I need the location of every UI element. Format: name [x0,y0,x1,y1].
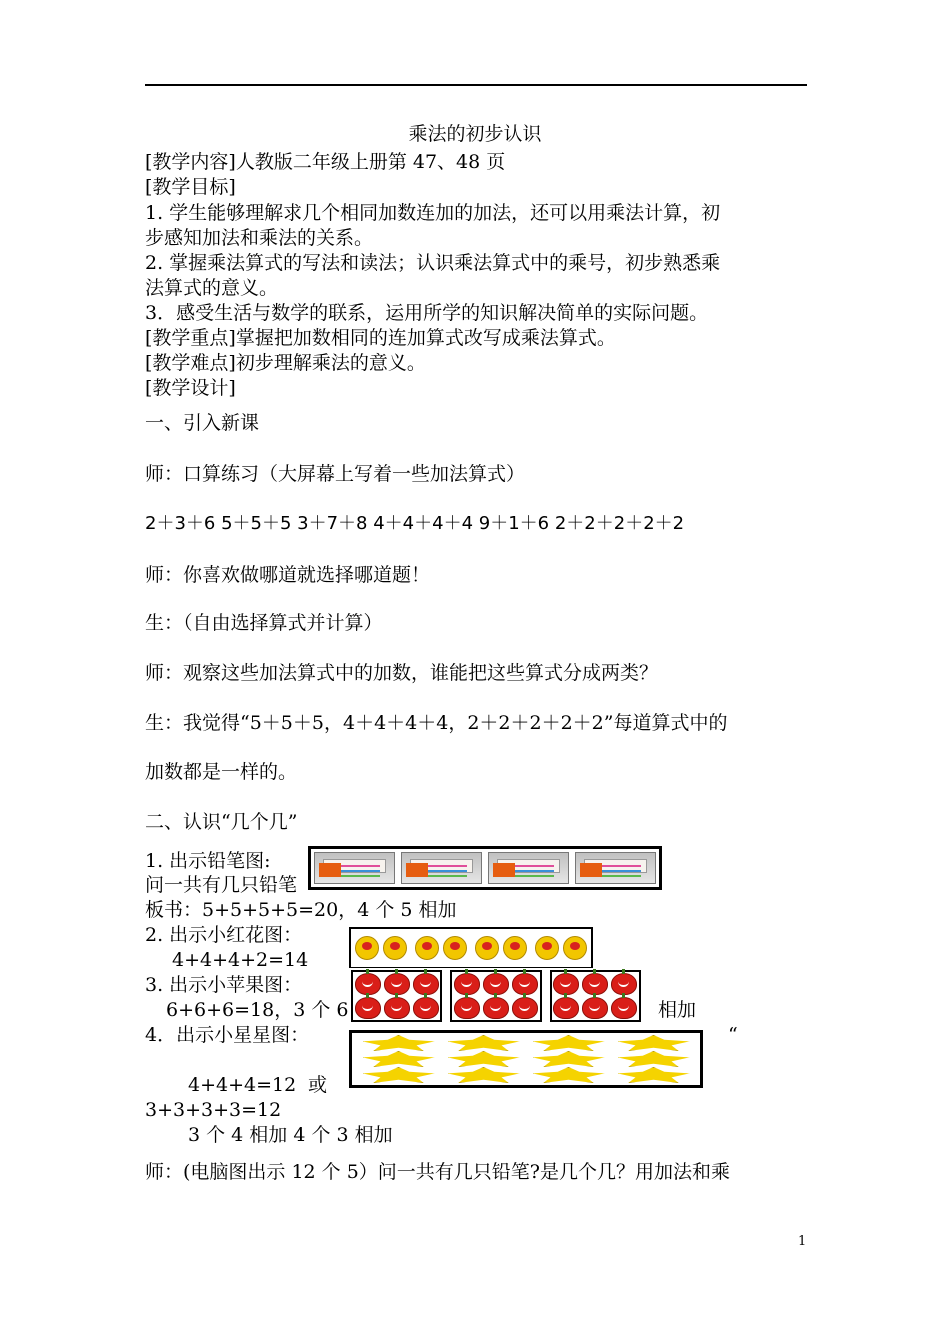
teacher-line-1: 师：口算练习（大屏幕上写着一些加法算式） [145,463,526,485]
apple-equation: 6+6+6=18，3 个 6 [166,999,349,1021]
teacher-line-4: 师：(电脑图出示 12 个 5）问一共有几只铅笔?是几个几？用加法和乘 [145,1161,730,1183]
goal-2-line-2: 法算式的意义。 [145,277,279,299]
student-line-1: 生：（自由选择算式并计算） [145,612,383,634]
pencil-box-2 [401,852,482,884]
section-1-heading: 一、引入新课 [145,412,260,434]
pencil-question: 问一共有几只铅笔 [145,874,298,896]
star-grid [352,1033,700,1085]
teaching-focus: [教学重点]掌握把加数相同的连加算式改写成乘法算式。 [145,327,616,349]
flower-group-3 [473,931,529,965]
star-equation-2: 3+3+3+3=12 [145,1099,282,1121]
goal-1-line-2: 步感知加法和乘法的关系。 [145,227,374,249]
star-item-label: 4．出示小星星图： [145,1024,310,1046]
apple-image [349,968,643,1024]
goal-2-line-1: 2. 掌握乘法算式的写法和读法；认识乘法算式中的乘号，初步熟悉乘 [145,252,721,274]
teacher-line-2: 师：你喜欢做哪道就选择哪道题！ [145,564,431,586]
teacher-line-3: 师：观察这些加法算式中的加数，谁能把这些算式分成两类？ [145,662,659,684]
pencil-board-writing: 板书：5+5+5+5=20，4 个 5 相加 [145,899,457,921]
stray-quote-mark: “ [728,1024,738,1046]
header-rule [145,84,807,86]
pencil-box-3 [488,852,569,884]
student-line-2b: 加数都是一样的。 [145,761,298,783]
teaching-difficulty: [教学难点]初步理解乘法的意义。 [145,352,426,374]
apple-group-1 [351,970,442,1022]
or-word: 或 [308,1074,328,1096]
document-title: 乘法的初步认识 [408,123,542,145]
pencil-item-label: 1. 出示铅笔图: [145,850,271,872]
star-equation-1: 4+4+4=12 [188,1074,297,1096]
teaching-goals-heading: [教学目标] [145,176,236,198]
apple-group-2 [450,970,541,1022]
apple-add-word: 相加 [658,999,697,1021]
addition-equations: 2＋3＋6 5＋5＋5 3＋7＋8 4＋4＋4＋4 9＋1＋6 2＋2＋2＋2＋2 [145,513,685,534]
goal-1-line-1: 1. 学生能够理解求几个相同加数连加的加法，还可以用乘法计算，初 [145,202,721,224]
pencil-box-4 [575,852,656,884]
pencil-image [308,846,662,890]
student-line-2a: 生：我觉得“5＋5＋5，4＋4＋4＋4，2＋2＋2＋2＋2”每道算式中的 [145,712,728,734]
flower-equation: 4+4+4+2=14 [172,949,309,971]
flower-item-label: 2. 出示小红花图： [145,924,303,946]
section-2-heading: 二、认识“几个几” [145,811,298,833]
apple-item-label: 3. 出示小苹果图： [145,974,303,996]
flower-group-4 [533,931,589,965]
star-meaning: 3 个 4 相加 4 个 3 相加 [188,1124,393,1146]
star-image [349,1030,703,1088]
pencil-box-1 [314,852,395,884]
teaching-content: [教学内容]人教版二年级上册第 47、48 页 [145,151,506,173]
flower-group-1 [353,931,409,965]
page-number: 1 [798,1234,807,1249]
flower-group-2 [413,931,469,965]
apple-group-3 [550,970,641,1022]
flower-image [349,927,593,969]
teaching-design-heading: [教学设计] [145,377,236,399]
goal-3: 3．感受生活与数学的联系，运用所学的知识解决简单的实际问题。 [145,302,709,324]
